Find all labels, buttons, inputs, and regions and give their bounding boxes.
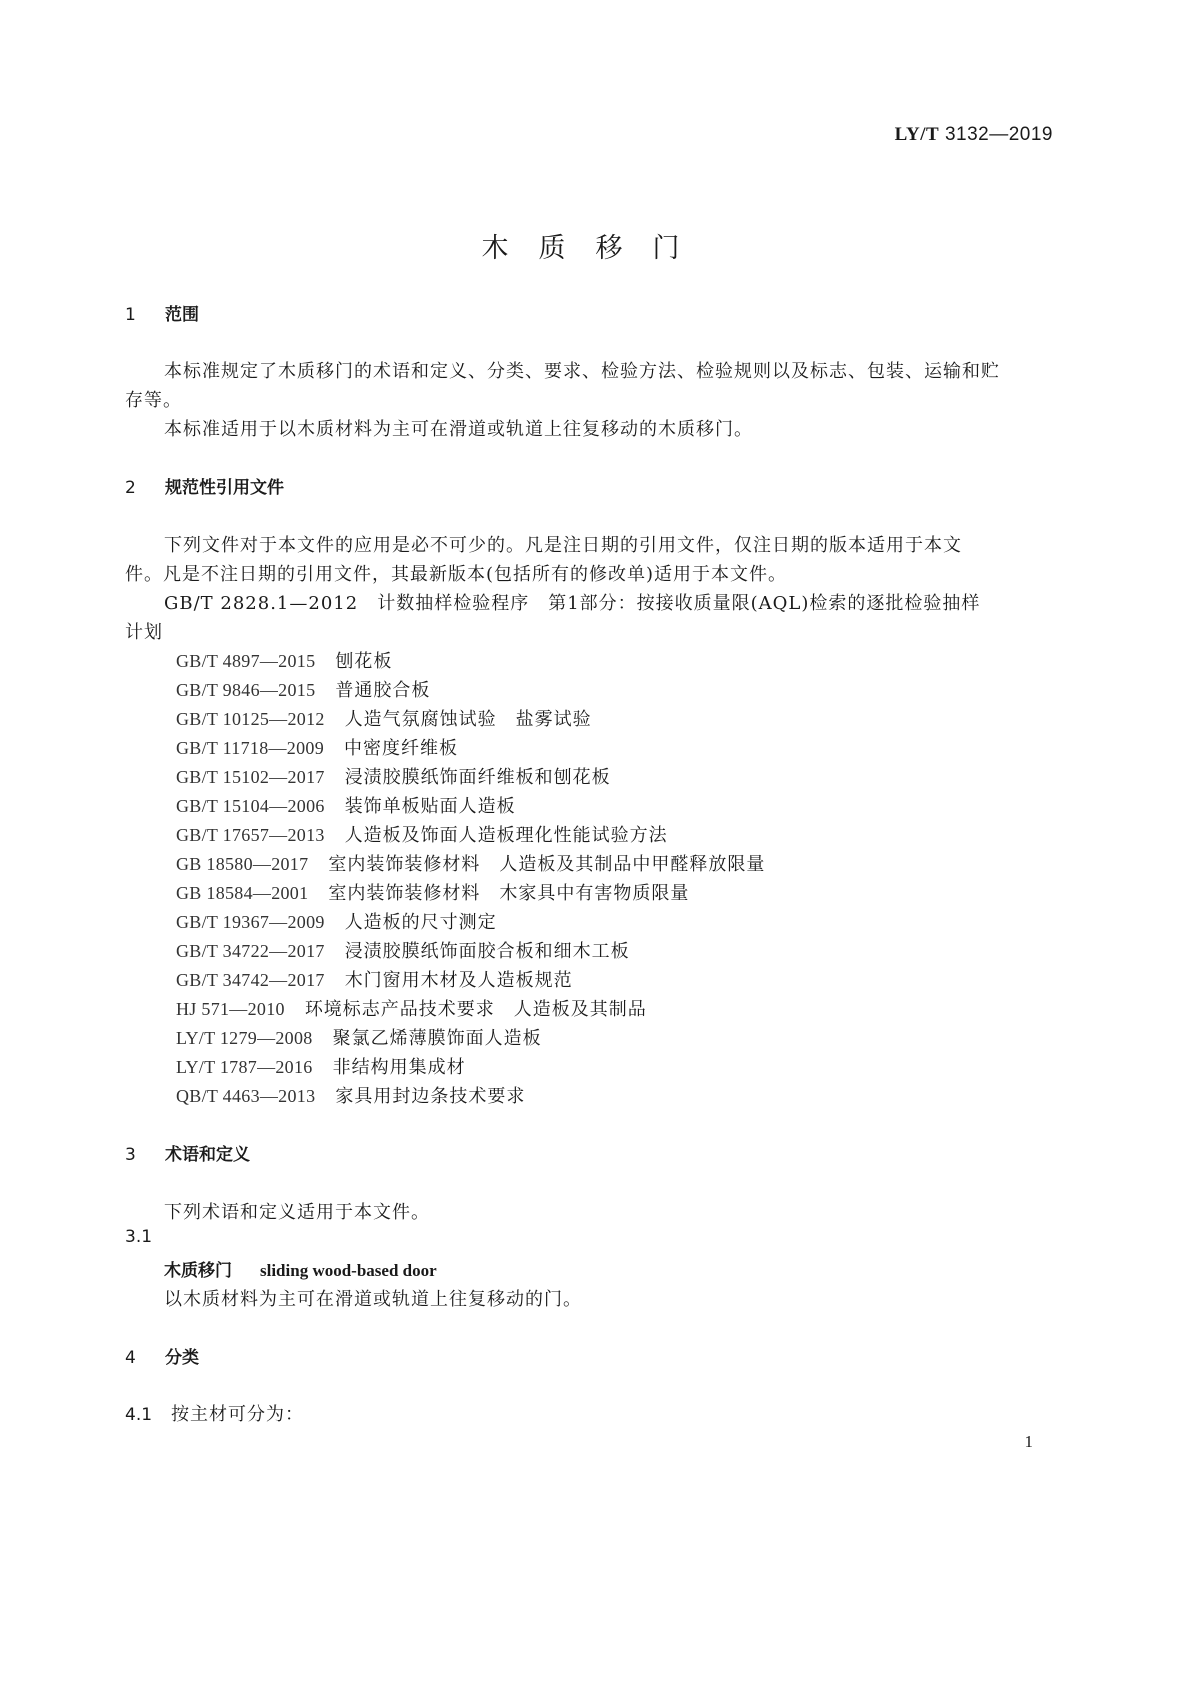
terms-intro: 下列术语和定义适用于本文件。	[164, 1202, 430, 1223]
section-title: 术语和定义	[165, 1145, 250, 1165]
reference-item: GB/T 10125—2012 人造气氛腐蚀试验 盐雾试验	[176, 709, 592, 730]
term-chinese: 木质移门	[164, 1261, 232, 1281]
reference-item: QB/T 4463—2013 家具用封边条技术要求	[176, 1086, 526, 1107]
section-4-heading	[125, 1343, 199, 1368]
reference-item: HJ 571—2010 环境标志产品技术要求 人造板及其制品	[176, 999, 647, 1020]
subsection-4-1	[125, 1400, 304, 1426]
reference-item: GB/T 11718—2009 中密度纤维板	[176, 738, 459, 759]
references-intro-line-1: 下列文件对于本文件的应用是必不可少的。凡是注日期的引用文件，仅注日期的版本适用于本文	[164, 535, 962, 556]
section-number: 1	[125, 305, 136, 325]
reference-item: GB 18584—2001 室内装饰装修材料 木家具中有害物质限量	[176, 883, 690, 904]
reference-item-first-line-1: GB/T 2828.1—2012 计数抽样检验程序 第1部分：按接收质量限(AQL)检索的逐批检验抽样	[164, 593, 981, 614]
section-3-heading	[125, 1140, 250, 1165]
page-number: 1	[1024, 1432, 1033, 1451]
section-title: 范围	[165, 305, 199, 325]
reference-item: GB/T 34742—2017 木门窗用木材及人造板规范	[176, 970, 573, 991]
reference-item-first-line-2: 计划	[125, 622, 163, 643]
reference-item: GB/T 9846—2015 普通胶合板	[176, 680, 431, 701]
reference-item: GB/T 34722—2017 浸渍胶膜纸饰面胶合板和细木工板	[176, 941, 630, 962]
subsection-number: 4.1	[125, 1405, 153, 1425]
scope-applicability: 本标准适用于以木质材料为主可在滑道或轨道上往复移动的木质移门。	[164, 419, 753, 440]
section-number: 4	[125, 1348, 136, 1368]
subsection-text: 按主材可分为：	[171, 1404, 304, 1425]
reference-item: LY/T 1279—2008 聚氯乙烯薄膜饰面人造板	[176, 1028, 542, 1049]
scope-paragraph-line-1: 本标准规定了木质移门的术语和定义、分类、要求、检验方法、检验规则以及标志、包装、运输和贮	[164, 361, 1000, 382]
term-definition: 以木质材料为主可在滑道或轨道上往复移动的门。	[164, 1289, 582, 1310]
section-title: 分类	[165, 1348, 199, 1368]
reference-item: GB/T 15104—2006 装饰单板贴面人造板	[176, 796, 516, 817]
scope-paragraph-line-2: 存等。	[125, 390, 182, 411]
reference-item: GB 18580—2017 室内装饰装修材料 人造板及其制品中甲醛释放限量	[176, 854, 766, 875]
references-intro-line-2: 件。凡是不注日期的引用文件，其最新版本(包括所有的修改单)适用于本文件。	[125, 564, 788, 585]
term-english: sliding wood-based door	[260, 1261, 437, 1280]
reference-item: GB/T 19367—2009 人造板的尺寸测定	[176, 912, 497, 933]
section-title: 规范性引用文件	[165, 478, 284, 498]
section-number: 2	[125, 478, 136, 498]
term-entry	[164, 1256, 437, 1281]
section-2-heading	[125, 473, 284, 498]
document-title: 木质移门	[481, 233, 710, 264]
standard-number: 3132—2019	[944, 124, 1053, 145]
standard-code	[895, 124, 1053, 146]
subsection-number: 3.1	[125, 1227, 153, 1247]
reference-item: GB/T 4897—2015 刨花板	[176, 651, 393, 672]
reference-item: GB/T 15102—2017 浸渍胶膜纸饰面纤维板和刨花板	[176, 767, 611, 788]
standard-prefix: LY/T	[894, 124, 940, 145]
reference-item: LY/T 1787—2016 非结构用集成材	[176, 1057, 466, 1078]
reference-item: GB/T 17657—2013 人造板及饰面人造板理化性能试验方法	[176, 825, 668, 846]
section-number: 3	[125, 1145, 136, 1165]
section-1-heading	[125, 300, 199, 325]
